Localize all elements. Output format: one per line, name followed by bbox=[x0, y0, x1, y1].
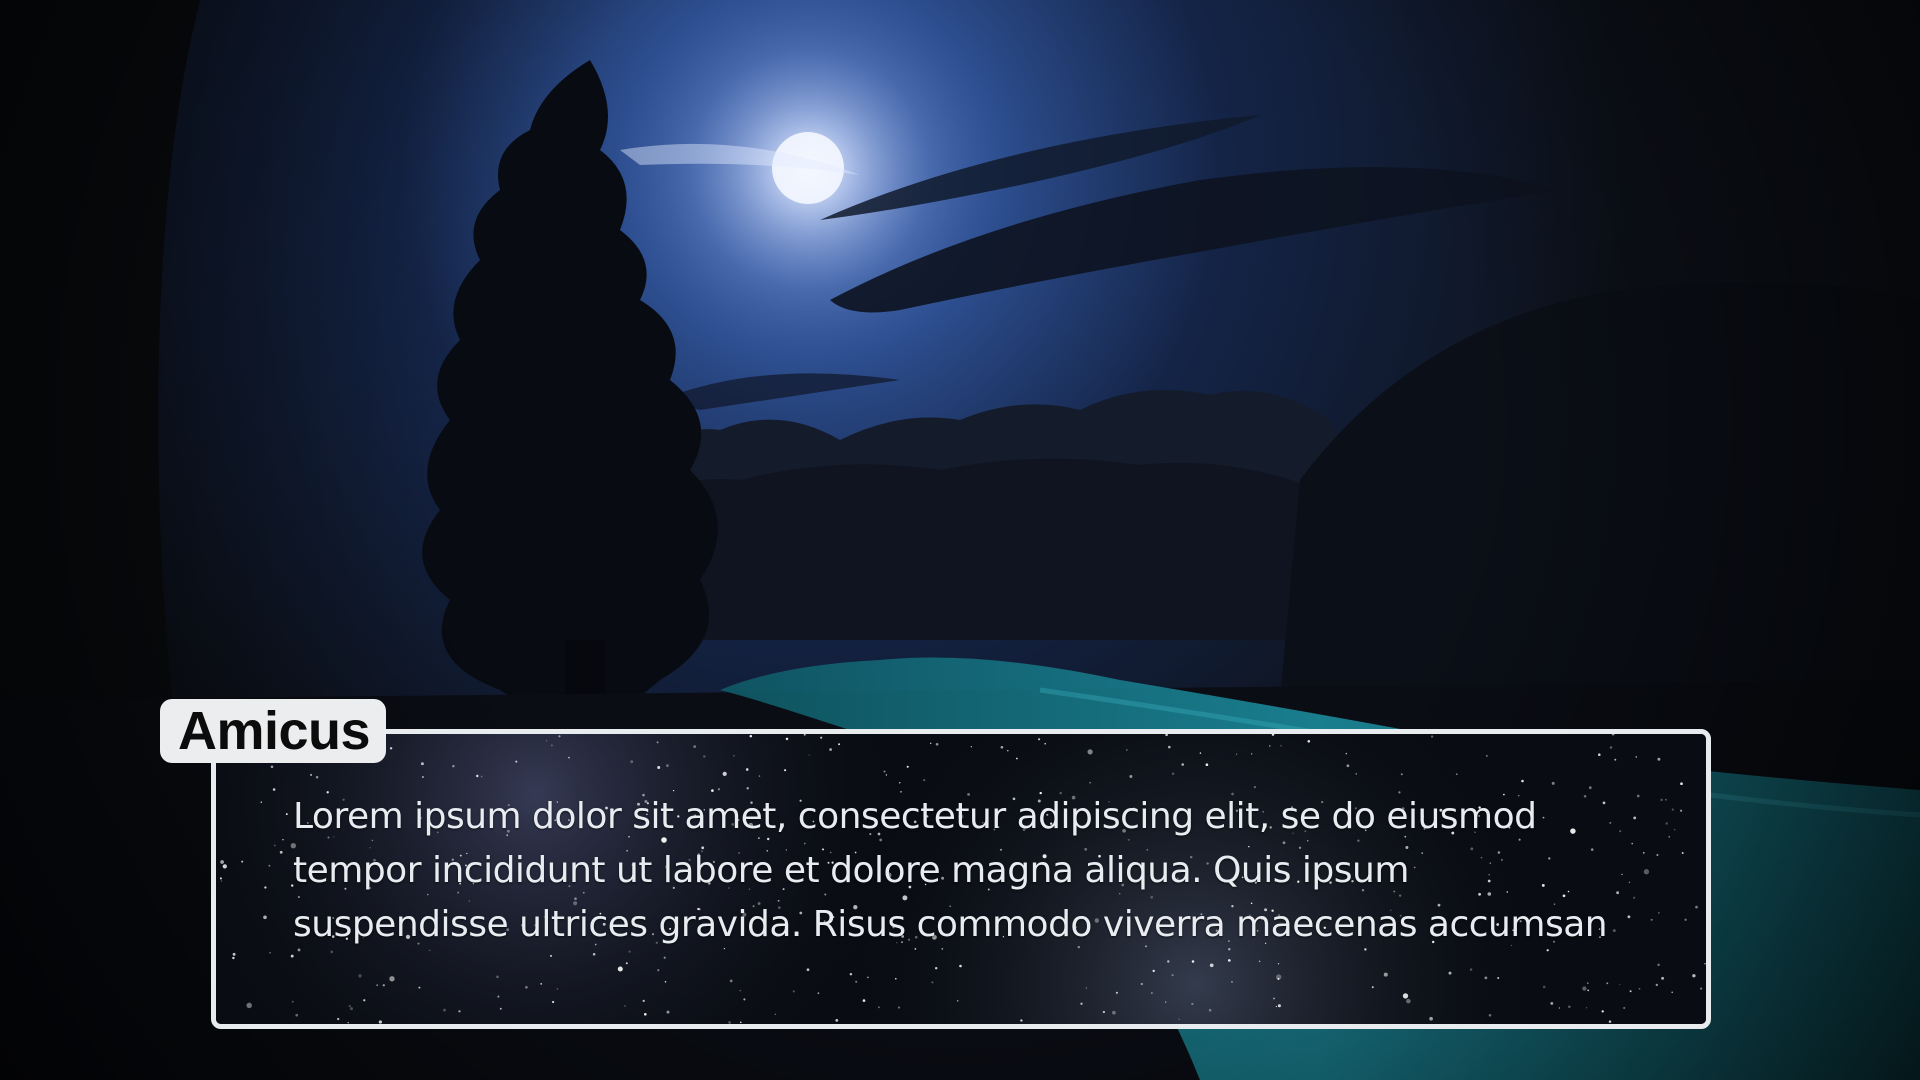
dialogue-line: tempor incididunt ut labore et dolore magna aliqua. Quis ipsum bbox=[293, 850, 1409, 891]
dialogue-box[interactable] bbox=[211, 729, 1711, 1029]
dialogue-line: Lorem ipsum dolor sit amet, consectetur adipiscing elit, se do eiusmod bbox=[293, 796, 1537, 837]
speaker-name-tag bbox=[160, 699, 386, 763]
dialogue-text bbox=[293, 790, 1633, 952]
speaker-name: Amicus bbox=[178, 701, 371, 761]
dialogue-line: suspendisse ultrices gravida. Risus commodo viverra maecenas accumsan bbox=[293, 904, 1608, 945]
